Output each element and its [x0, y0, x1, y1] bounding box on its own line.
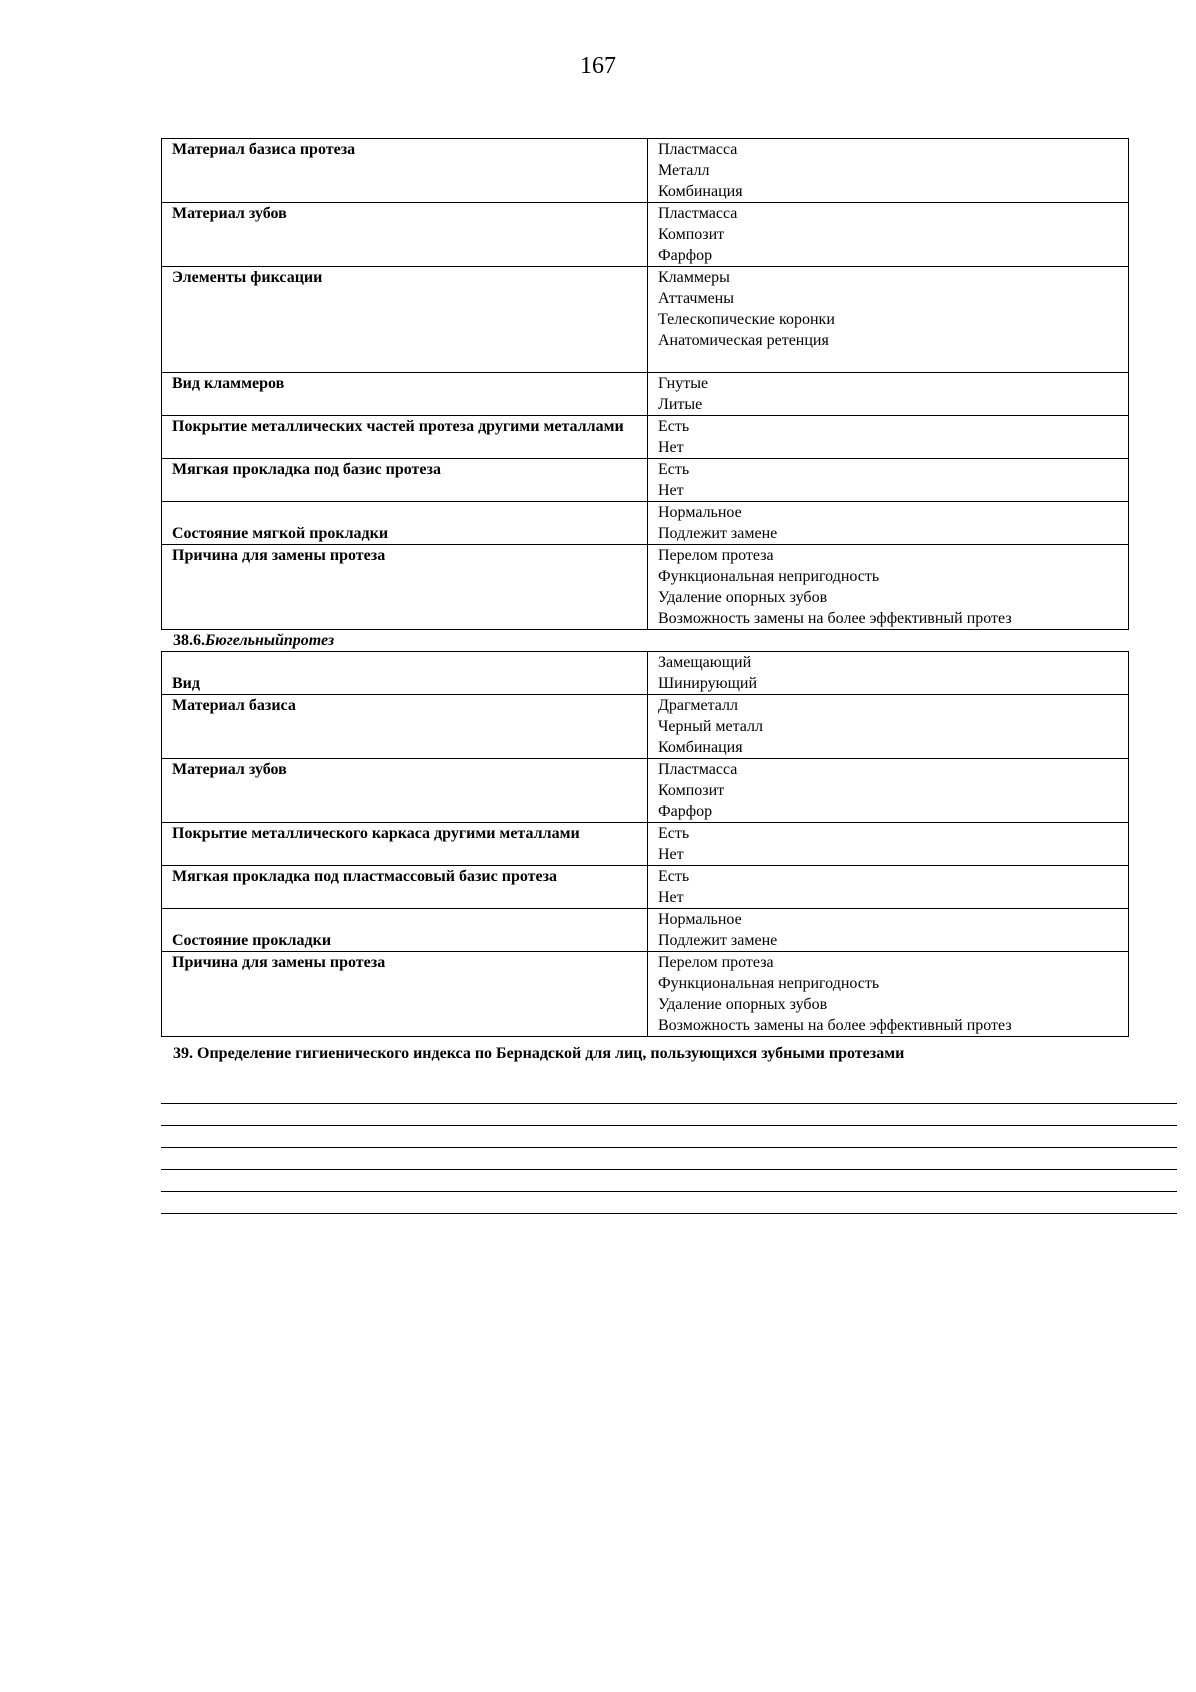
option-text: Композит	[658, 226, 725, 243]
table-row	[162, 909, 1129, 952]
row-options	[648, 823, 1129, 866]
answer-line[interactable]	[161, 1148, 1177, 1170]
denture-table-clasp	[161, 651, 1129, 1037]
answer-line[interactable]	[161, 1126, 1177, 1148]
option-text: Функциональная непригодность	[658, 568, 880, 585]
row-options	[648, 373, 1129, 416]
row-label: Материал зубов	[162, 203, 648, 267]
table-row	[162, 545, 1129, 630]
option-text: Есть	[658, 825, 690, 842]
section-title: Бюгельныйпротез	[205, 632, 335, 649]
row-options	[648, 909, 1129, 952]
answer-line[interactable]	[161, 1104, 1177, 1126]
row-label: Мягкая прокладка под пластмассовый базис протеза	[162, 866, 648, 909]
option-text: Пластмасса	[658, 141, 738, 158]
option-text: Анатомическая ретенция	[658, 332, 829, 349]
option-text: Возможность замены на более эффективный протез	[658, 610, 1012, 627]
table-row	[162, 952, 1129, 1037]
row-label: Состояние прокладки	[162, 909, 648, 952]
option-text: Металл	[658, 162, 710, 179]
option-text: Фарфор	[658, 803, 713, 820]
option-text: Нормальное	[658, 504, 742, 521]
row-options	[648, 139, 1129, 203]
option-text: Возможность замены на более эффективный протез	[658, 1017, 1012, 1034]
table-row	[162, 502, 1129, 545]
row-options	[648, 203, 1129, 267]
option-text: Функциональная непригодность	[658, 975, 880, 992]
row-options	[648, 695, 1129, 759]
option-text: Есть	[658, 461, 690, 478]
answer-line[interactable]	[161, 1192, 1177, 1214]
table-row	[162, 416, 1129, 459]
row-label: Покрытие металлических частей протеза другими металлами	[162, 416, 648, 459]
answer-line[interactable]	[161, 1170, 1177, 1192]
option-text: Композит	[658, 782, 725, 799]
row-label: Элементы фиксации	[162, 267, 648, 373]
row-label: Покрытие металлического каркаса другими металлами	[162, 823, 648, 866]
option-text: Драгметалл	[658, 697, 738, 714]
option-text: Гнутые	[658, 375, 709, 392]
table-row	[162, 652, 1129, 695]
option-text: Пластмасса	[658, 761, 738, 778]
option-text: Замещающий	[658, 654, 752, 671]
option-blank-line	[658, 351, 1118, 372]
table-row	[162, 139, 1129, 203]
row-options	[648, 416, 1129, 459]
row-options	[648, 952, 1129, 1037]
answer-line[interactable]	[161, 1082, 1177, 1104]
section-heading	[173, 630, 334, 651]
option-text: Подлежит замене	[658, 525, 778, 542]
option-text: Пластмасса	[658, 205, 738, 222]
option-text: Комбинация	[658, 739, 743, 756]
row-label: Вид кламмеров	[162, 373, 648, 416]
section-number: 38.6.	[173, 632, 205, 649]
row-options	[648, 459, 1129, 502]
option-text: Удаление опорных зубов	[658, 996, 828, 1013]
option-text: Черный металл	[658, 718, 763, 735]
table-row	[162, 203, 1129, 267]
option-text: Шинирующий	[658, 675, 758, 692]
row-label: Причина для замены протеза	[162, 545, 648, 630]
row-label: Состояние мягкой прокладки	[162, 502, 648, 545]
row-label: Материал зубов	[162, 759, 648, 823]
table-row	[162, 866, 1129, 909]
row-label: Мягкая прокладка под базис протеза	[162, 459, 648, 502]
option-text: Нормальное	[658, 911, 742, 928]
option-text: Нет	[658, 889, 684, 906]
option-text: Аттачмены	[658, 290, 734, 307]
row-label: Причина для замены протеза	[162, 952, 648, 1037]
option-text: Перелом протеза	[658, 954, 774, 971]
table-row	[162, 267, 1129, 373]
denture-table-removable	[161, 138, 1129, 630]
row-options	[648, 759, 1129, 823]
option-text: Литые	[658, 396, 703, 413]
answer-lines	[161, 1082, 1177, 1214]
row-options	[648, 267, 1129, 373]
option-text: Кламмеры	[658, 269, 730, 286]
option-text: Нет	[658, 482, 684, 499]
row-label: Материал базиса протеза	[162, 139, 648, 203]
option-text: Нет	[658, 846, 684, 863]
option-text: Фарфор	[658, 247, 713, 264]
option-text: Удаление опорных зубов	[658, 589, 828, 606]
option-text: Телескопические коронки	[658, 311, 835, 328]
option-text: Перелом протеза	[658, 547, 774, 564]
table-row	[162, 695, 1129, 759]
row-options	[648, 502, 1129, 545]
table-row	[162, 459, 1129, 502]
option-text: Подлежит замене	[658, 932, 778, 949]
table-row	[162, 823, 1129, 866]
row-options	[648, 545, 1129, 630]
option-text: Комбинация	[658, 183, 743, 200]
option-text: Есть	[658, 868, 690, 885]
row-label: Материал базиса	[162, 695, 648, 759]
question-heading: 39. Определение гигиенического индекса по Бернадской для лиц, пользующихся зубными протезами	[173, 1045, 905, 1062]
option-text: Есть	[658, 418, 690, 435]
table-row	[162, 759, 1129, 823]
table-row	[162, 373, 1129, 416]
row-label: Вид	[162, 652, 648, 695]
row-options	[648, 652, 1129, 695]
option-text: Нет	[658, 439, 684, 456]
row-options	[648, 866, 1129, 909]
page-number: 167	[580, 53, 616, 79]
